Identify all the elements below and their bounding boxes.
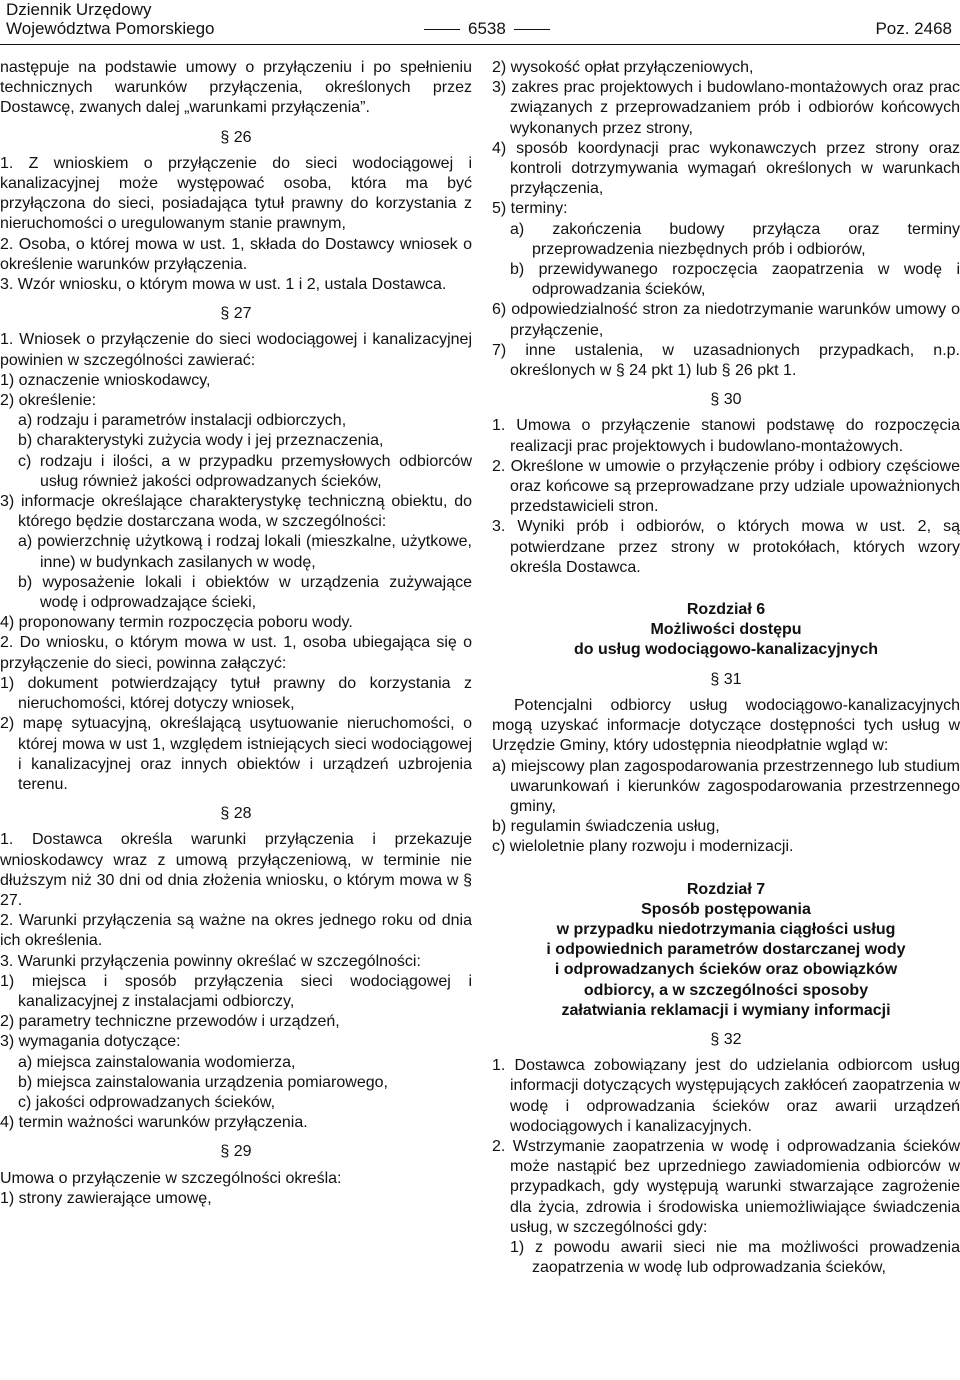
s27-p1: 1. Wniosek o przyłączenie do sieci wodociągowej i kanalizacyjnej powinien w szczególności zawierać: bbox=[0, 331, 472, 369]
journal-name-line2: Województwa Pomorskiego bbox=[6, 19, 215, 38]
dash-left bbox=[424, 29, 460, 30]
section-30-title: § 30 bbox=[710, 391, 742, 409]
s28-p2: 2. Warunki przyłączenia są ważne na okres jednego roku od dnia ich określenia. bbox=[0, 912, 472, 950]
s27-item-3a: a) powierzchnię użytkową i rodzaj lokali (mieszkalne, użytkowe, inne) w budynkach zasilanych w wodę, bbox=[18, 533, 472, 571]
chapter-7-title-line5: odbiorcy, a w szczególności sposoby bbox=[583, 981, 869, 999]
s27-item-2b: b) charakterystyki zużycia wody i jej przeznaczenia, bbox=[18, 432, 384, 450]
s32-item-1: 1) z powodu awarii sieci nie ma możliwości prowadzenia zaopatrzenia w wodę lub odprowadzania ścieków, bbox=[510, 1238, 960, 1277]
page-header bbox=[0, 0, 960, 44]
right-column bbox=[492, 58, 960, 1278]
s29-item-4: 4) sposób koordynacji prac wykonawczych przez strony oraz kontroli dotrzymywania wymagań określonych w warunkach przyłączenia, bbox=[492, 139, 960, 198]
chapter-7-title-line6: załatwiania reklamacji i wymiany informacji bbox=[561, 1001, 891, 1019]
chapter-6-heading bbox=[492, 600, 960, 661]
s27-item-4: 4) proponowany termin rozpoczęcia poboru wody. bbox=[0, 614, 353, 632]
s28-item-4: 4) termin ważności warunków przyłączenia. bbox=[0, 1114, 308, 1132]
s27-item-3: 3) informacje określające charakterystykę techniczną obiektu, do którego będzie dostarczana woda, w szczególności: bbox=[0, 493, 472, 531]
s29-item-7: 7) inne ustalenia, w uzasadnionych przypadkach, n.p. określonych w § 24 pkt 1) lub § 26 pkt 1. bbox=[492, 341, 960, 380]
s26-p1: 1. Z wnioskiem o przyłączenie do sieci wodociągowej i kanalizacyjnej może występować osoba, która ma być przyłączona do sieci, posiadająca tytuł prawny do korzystania z nieruchomości o uregulowanym stanie prawnym, bbox=[0, 154, 472, 233]
s26-p3: 3. Wzór wniosku, o którym mowa w ust. 1 i 2, ustala Dostawca. bbox=[0, 276, 447, 294]
s31-item-a: a) miejscowy plan zagospodarowania przestrzennego lub studium uwarunkowań i kierunków zagospodarowania przestrzennego gminy, bbox=[492, 757, 960, 815]
s31-p1: Potencjalni odbiorcy usług wodociągowo-kanalizacyjnych mogą uzyskać informacje dotyczące dostępności tych usług w Urzędzie Gminy, który udostępnia nieodpłatnie wgląd w: bbox=[492, 696, 960, 755]
s26-p2: 2. Osoba, o której mowa w ust. 1, składa do Dostawcy wniosek o określenie warunków przyłączenia. bbox=[0, 235, 472, 273]
page-number bbox=[416, 19, 558, 39]
s29-item-2: 2) wysokość opłat przyłączeniowych, bbox=[492, 59, 754, 76]
chapter-7-heading bbox=[492, 880, 960, 1021]
s29-item-5b: b) przewidywanego rozpoczęcia zaopatrzenia w wodę i odprowadzania ścieków, bbox=[510, 261, 960, 299]
s32-p1: 1. Dostawca zobowiązany jest do udzielania odbiorcom usług informacji dotyczących występujących zakłóceń zaopatrzenia w wodę i odprowadzania ścieków oraz awarii urządzeń wodociągowych i kanalizacyjnych. bbox=[492, 1057, 960, 1135]
chapter-7-number: Rozdział 7 bbox=[686, 880, 766, 898]
journal-name bbox=[6, 0, 215, 38]
s27-item-3b: b) wyposażenie lokali i obiektów w urządzenia zużywające wodę i odprowadzające ścieki, bbox=[18, 573, 472, 612]
s27-item-2a: a) rodzaju i parametrów instalacji odbiorczych, bbox=[18, 412, 347, 430]
s29-item-5: 5) terminy: bbox=[492, 200, 568, 218]
s28-item-3: 3) wymagania dotyczące: bbox=[0, 1033, 181, 1051]
chapter-7-title-line3: i odpowiednich parametrów dostarczanej wody bbox=[546, 941, 906, 959]
s29-item-1: 1) strony zawierające umowę, bbox=[0, 1189, 212, 1207]
chapter-7-title-line2: w przypadku niedotrzymania ciągłości usług bbox=[556, 920, 896, 938]
section-26-title: § 26 bbox=[220, 128, 252, 146]
s28-item-3c: c) jakości odprowadzanych ścieków, bbox=[18, 1093, 276, 1111]
journal-name-line1: Dziennik Urzędowy bbox=[6, 0, 152, 19]
s28-item-3b: b) miejsca zainstalowania urządzenia pomiarowego, bbox=[18, 1073, 388, 1091]
dash-right bbox=[514, 29, 550, 30]
s28-item-3a: a) miejsca zainstalowania wodomierza, bbox=[18, 1053, 296, 1071]
intro-paragraph: następuje na podstawie umowy o przyłączeniu i po spełnieniu technicznych warunków przyłączenia, określonych przez Dostawcę, zwanych dalej „warunkami przyłączenia”. bbox=[0, 59, 472, 117]
s32-p2: 2. Wstrzymanie zaopatrzenia w wodę i odprowadzania ścieków może nastąpić bez uprzedniego zawiadomienia odbiorców w przypadkach, gdy występują warunki stwarzające zagrożenie dla życia, zdrowia i środowiska uniemożliwiające świadczenia usług, w szczególności gdy: bbox=[492, 1137, 960, 1236]
chapter-6-title-line2: do usług wodociągowo-kanalizacyjnych bbox=[573, 641, 879, 659]
s28-p1: 1. Dostawca określa warunki przyłączenia i przekazuje wnioskodawcy wraz z umową przyłączeniową, w terminie nie dłuższym niż 30 dni od dnia złożenia wniosku, o którym mowa w § 27. bbox=[0, 831, 472, 909]
s28-item-2: 2) parametry techniczne przewodów i urządzeń, bbox=[0, 1013, 340, 1031]
s28-p3: 3. Warunki przyłączenia powinny określać w szczególności: bbox=[0, 952, 421, 970]
s31-item-c: c) wieloletnie plany rozwoju i modernizacji. bbox=[492, 838, 794, 856]
s27-item-2: 2) określenie: bbox=[0, 392, 97, 410]
s29-p1: Umowa o przyłączenie w szczególności określa: bbox=[0, 1169, 342, 1187]
page-number-text: 6538 bbox=[468, 19, 506, 38]
s31-item-b: b) regulamin świadczenia usług, bbox=[492, 818, 720, 836]
section-32-title: § 32 bbox=[710, 1030, 742, 1048]
s27-item-2c: c) rodzaju i ilości, a w przypadku przemysłowych odbiorców usług również jakości odprowadzanych ścieków, bbox=[18, 452, 472, 490]
section-28-title: § 28 bbox=[220, 805, 252, 823]
s27-att-1: 1) dokument potwierdzający tytuł prawny do korzystania z nieruchomości, której dotyczy wniosek, bbox=[0, 674, 472, 713]
s30-p1: 1. Umowa o przyłączenie stanowi podstawę do rozpoczęcia realizacji prac projektowych i budowlano-montażowych. bbox=[492, 417, 960, 455]
s27-item-1: 1) oznaczenie wnioskodawcy, bbox=[0, 371, 211, 389]
s27-att-2: 2) mapę sytuacyjną, określającą usytuowanie nieruchomości, o której mowa w ust 1, względem istniejących sieci wodociągowej i kanalizacyjnej oraz innych obiektów i urządzeń uzbrojenia terenu. bbox=[0, 715, 472, 793]
chapter-7-title-line4: i odprowadzanych ścieków oraz obowiązków bbox=[554, 961, 898, 979]
chapter-6-number: Rozdział 6 bbox=[686, 601, 766, 619]
s29-item-5a: a) zakończenia budowy przyłącza oraz terminy przeprowadzenia niezbędnych prób i odbiorów, bbox=[510, 220, 960, 258]
chapter-7-title-line1: Sposób postępowania bbox=[641, 900, 811, 918]
s27-p2: 2. Do wniosku, o którym mowa w ust. 1, osoba ubiegająca się o przyłączenie do sieci, powinna załączyć: bbox=[0, 634, 472, 672]
s30-p3: 3. Wyniki prób i odbiorów, o których mowa w ust. 2, są potwierdzane przez strony w protokółach, których wzory określa Dostawca. bbox=[492, 518, 960, 576]
header-rule bbox=[0, 44, 960, 45]
position-number: Poz. 2468 bbox=[875, 19, 952, 38]
left-column bbox=[0, 58, 472, 1209]
section-31-title: § 31 bbox=[710, 670, 742, 688]
s29-item-3: 3) zakres prac projektowych i budowlano-montażowych oraz prac związanych z przeprowadzaniem prób i odbiorów końcowych wykonanych przez strony, bbox=[492, 79, 960, 137]
section-29-title: § 29 bbox=[220, 1143, 252, 1161]
section-27-title: § 27 bbox=[220, 305, 252, 323]
s28-item-1: 1) miejsca i sposób przyłączenia sieci wodociągowej i kanalizacyjnej z instalacjami odbiorczy, bbox=[0, 972, 472, 1010]
chapter-6-title-line1: Możliwości dostępu bbox=[650, 621, 802, 639]
s29-item-6: 6) odpowiedzialność stron za niedotrzymanie warunków umowy o przyłączenie, bbox=[492, 301, 960, 339]
s30-p2: 2. Określone w umowie o przyłączenie próby i odbiory częściowe oraz końcowe są przeprowadzane przy udziale upoważnionych przedstawicieli stron. bbox=[492, 457, 960, 516]
